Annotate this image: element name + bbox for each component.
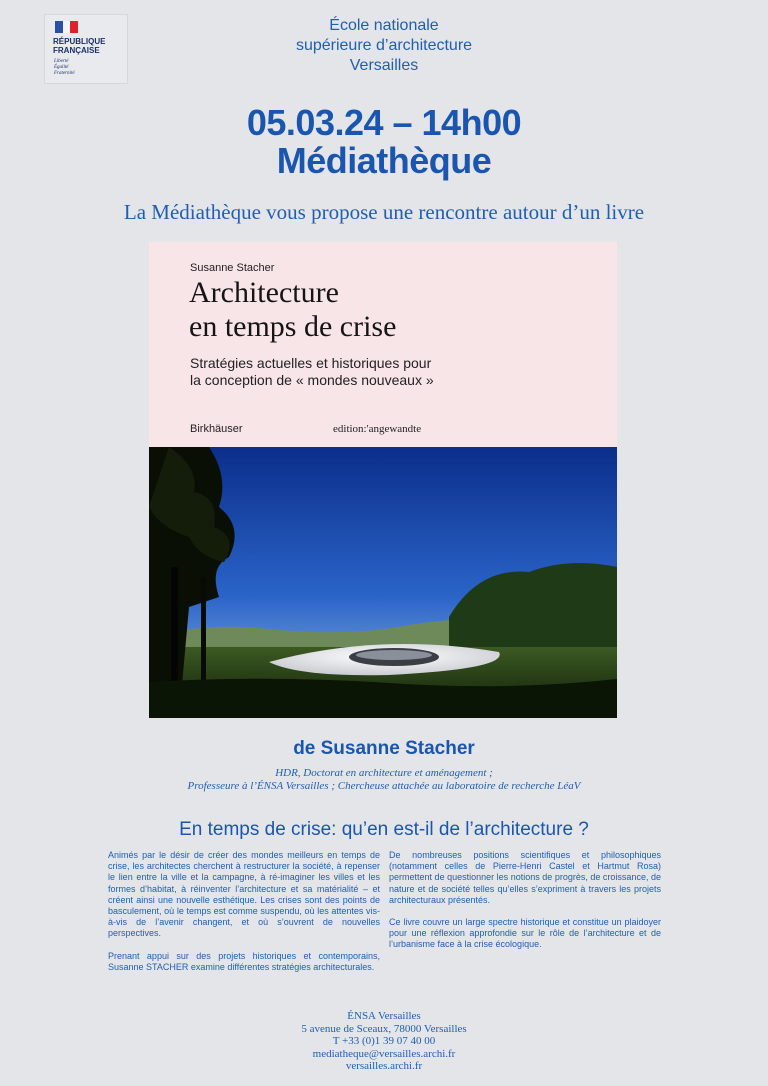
cover-subtitle: Stratégies actuelles et historiques pour la conception de « mondes nouveaux » — [190, 355, 434, 388]
footer-address: 5 avenue de Sceaux, 78000 Versailles — [301, 1022, 467, 1035]
book-cover — [149, 242, 617, 718]
tagline: La Médiathèque vous propose une rencontre autour d’un livre — [123, 200, 645, 224]
cover-publisher: Birkhäuser — [190, 423, 243, 435]
footer-website[interactable]: versailles.archi.fr — [345, 1060, 423, 1072]
footer-contact — [0, 1010, 768, 1073]
school-name-line: supérieure d’architecture — [295, 37, 473, 54]
logo-motto: Liberté Égalité Fraternité — [54, 59, 75, 76]
school-name-line: Versailles — [349, 57, 419, 74]
author-line: de Susanne Stacher — [293, 738, 475, 759]
body-paragraph: Ce livre couvre un large spectre historique et constitue un plaidoyer pour une réflexion approfondie sur le rôle de l’architecture et de l’urbanisme face à la crise écologique. — [389, 917, 661, 950]
cover-photo — [149, 447, 617, 718]
footer-email[interactable]: mediatheque@versailles.archi.fr — [312, 1047, 456, 1060]
body-column-left — [108, 850, 380, 984]
school-name — [0, 16, 768, 76]
event-datetime: 05.03.24 – 14h00 — [246, 102, 522, 143]
body-paragraph: De nombreuses positions scientifiques et philosophiques (notamment celles de Pierre-Henri Castel et Hartmut Rosa) permettent de questionner les notions de progrès, de croissance, de nature et de société telles qu’elles s’expriment à travers les projets architecturaux présentés. — [389, 850, 661, 905]
event-heading — [0, 104, 768, 180]
cover-title: Architecture en temps de crise — [189, 276, 397, 343]
footer-institution: ÉNSA Versailles — [347, 1010, 421, 1022]
author-credentials: HDR, Doctorat en architecture et aménagement ; Professeure à l’ÉNSA Versailles ; Chercheuse attachée au laboratoire de recherche LéaV — [187, 767, 581, 792]
event-place: Médiathèque — [276, 140, 492, 181]
cover-author: Susanne Stacher — [190, 262, 275, 274]
cover-publisher-secondary: edition:'angewandte — [333, 423, 422, 435]
body-paragraph: Animés par le désir de créer des mondes meilleurs en temps de crise, les architectes cherchent à restructurer la société, à repenser le lien entre la ville et la campagne, à ré-imaginer les villes et les formes d’habitat, à réinventer l’architecture et sa matérialité – et créent ainsi une nouvelle esthétique. Les crises sont des points de basculement, où le temps est comme suspendu, où les attentes vis-à-vis de l’avenir changent, et où s’ouvrent de nouvelles perspectives. — [108, 850, 380, 939]
school-name-line: École nationale — [329, 17, 439, 34]
logo-name: RÉPUBLIQUE FRANÇAISE — [53, 37, 106, 55]
footer-phone: T +33 (0)1 39 07 40 00 — [332, 1035, 436, 1047]
body-paragraph: Prenant appui sur des projets historiques et contemporains, Susanne STACHER examine différentes stratégies architecturales. — [108, 950, 380, 972]
section-title: En temps de crise: qu’en est-il de l’architecture ? — [179, 819, 589, 840]
body-column-right — [389, 850, 661, 962]
